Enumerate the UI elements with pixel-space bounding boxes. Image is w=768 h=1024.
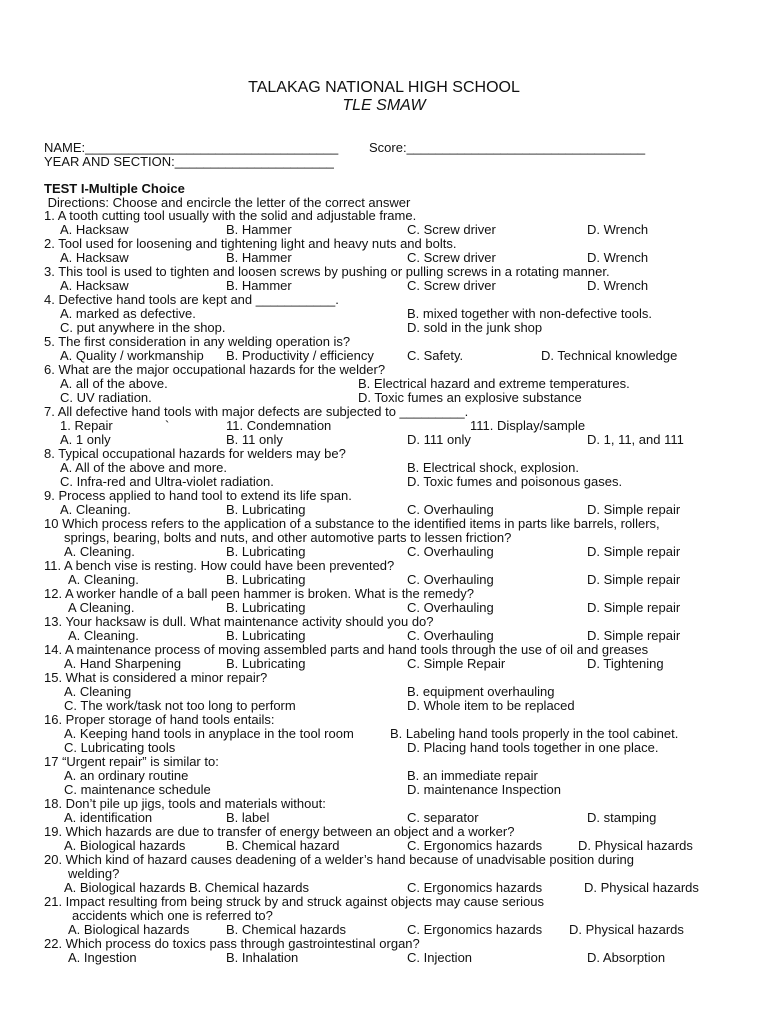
test-title: TEST I-Multiple Choice [44,181,185,196]
question-text: 19. Which hazards are due to transfer of energy between an object and a worker? [44,824,515,839]
answer-option: C. Overhauling [407,628,494,643]
question-text: 21. Impact resulting from being struck by and struck against objects may cause serious [44,894,545,909]
answer-option: C. Overhauling [407,600,494,615]
answer-option: D. Absorption [587,950,666,965]
test-directions: Directions: Choose and encircle the letter of the correct answer [44,195,411,210]
answer-option: C. Infra-red and Ultra-violet radiation. [60,474,274,489]
answer-option: D. sold in the junk shop [407,320,543,335]
answer-option: A. 1 only [60,432,111,447]
answer-option: C. maintenance schedule [64,782,211,797]
answer-option: C. Screw driver [407,278,496,293]
answer-option: D. Placing hand tools together in one place. [407,740,659,755]
answer-option: B. Electrical hazard and extreme temperatures. [358,376,630,391]
question-text: 10 Which process refers to the application of a substance to the identified items in parts like barrels, rollers, [44,516,660,531]
question-text: 17 “Urgent repair” is similar to: [44,754,219,769]
answer-option: B. label [226,810,270,825]
answer-option: D. 1, 11, and 111 [587,432,684,447]
answer-option: B. Chemical hazard [226,838,340,853]
score-field: Score:_________________________________ [369,140,646,155]
answer-option: springs, bearing, bolts and nuts, and other automotive parts to lessen friction? [64,530,512,545]
question-text: 11. A bench vise is resting. How could have been prevented? [44,558,395,573]
answer-option: B. Lubricating [226,656,306,671]
answer-option: B. Lubricating [226,600,306,615]
answer-option: A. Hand Sharpening [64,656,182,671]
school-name: TALAKAG NATIONAL HIGH SCHOOL [248,79,520,96]
answer-option: D. Wrench [587,278,649,293]
answer-option: A. Cleaning [64,684,132,699]
question-text: 18. Don’t pile up jigs, tools and materials without: [44,796,326,811]
answer-option: A. marked as defective. [60,306,196,321]
answer-option: 111. Display/sample [470,418,586,433]
answer-option: B. equipment overhauling [407,684,555,699]
question-text: 5. The first consideration in any welding operation is? [44,334,351,349]
subject-title: TLE SMAW [342,97,426,114]
answer-option: C. Screw driver [407,250,496,265]
answer-option: C. Overhauling [407,572,494,587]
question-text: 7. All defective hand tools with major defects are subjected to _________. [44,404,469,419]
answer-option: A. Cleaning. [68,572,139,587]
answer-option: C. Injection [407,950,473,965]
answer-option: D. Toxic fumes an explosive substance [358,390,582,405]
answer-option: D. stamping [587,810,657,825]
answer-option: A. Cleaning. [68,628,139,643]
question-text: 14. A maintenance process of moving assembled parts and hand tools through the use of oil and greases [44,642,649,657]
answer-option: D. Simple repair [587,628,681,643]
question-text: 2. Tool used for loosening and tightening light and heavy nuts and bolts. [44,236,457,251]
answer-option: A. Hacksaw [60,250,129,265]
question-text: 20. Which kind of hazard causes deadening of a welder’s hand because of unadvisable position during [44,852,634,867]
answer-option: D. Wrench [587,250,649,265]
answer-option: D. Simple repair [587,600,681,615]
answer-option: B. Hammer [226,278,292,293]
answer-option: B. Hammer [226,222,292,237]
answer-option: welding? [68,866,120,881]
answer-option: B. Lubricating [226,544,306,559]
answer-option: D. Simple repair [587,544,681,559]
answer-option: D. Technical knowledge [541,348,678,363]
answer-option: C. Safety. [407,348,464,363]
answer-option: B. Electrical shock, explosion. [407,460,579,475]
answer-option: C. Simple Repair [407,656,506,671]
answer-option: A. identification [64,810,153,825]
question-text: 15. What is considered a minor repair? [44,670,268,685]
answer-option: 1. Repair [60,418,113,433]
answer-option: A. Biological hazards [68,922,190,937]
answer-option: accidents which one is referred to? [72,908,273,923]
answer-option: B. Lubricating [226,628,306,643]
answer-option: D. Physical hazards [584,880,699,895]
answer-option: D. 111 only [407,432,471,447]
answer-option: C. separator [407,810,479,825]
answer-option: A. Ingestion [68,950,137,965]
answer-option: D. Wrench [587,222,649,237]
answer-option: C. Ergonomics hazards [407,922,543,937]
answer-option: C. put anywhere in the shop. [60,320,226,335]
question-text: 1. A tooth cutting tool usually with the solid and adjustable frame. [44,208,417,223]
question-text: 13. Your hacksaw is dull. What maintenance activity should you do? [44,614,434,629]
answer-option: A. an ordinary routine [64,768,189,783]
answer-option: A. Hacksaw [60,278,129,293]
answer-option: D. maintenance Inspection [407,782,561,797]
answer-option: D. Whole item to be replaced [407,698,575,713]
answer-option: D. Simple repair [587,572,681,587]
name-field: NAME:___________________________________ [44,140,339,155]
question-text: 3. This tool is used to tighten and loosen screws by pushing or pulling screws in a rotating manner. [44,264,610,279]
question-text: 8. Typical occupational hazards for welders may be? [44,446,346,461]
answer-option: A Cleaning. [68,600,135,615]
answer-option: A. Keeping hand tools in anyplace in the tool room [64,726,354,741]
answer-option: B. Labeling hand tools properly in the tool cabinet. [390,726,679,741]
answer-option: C. Screw driver [407,222,496,237]
answer-option: D. Physical hazards [569,922,684,937]
answer-option: A. Quality / workmanship [60,348,204,363]
answer-option: A. All of the above and more. [60,460,227,475]
answer-option: B. Lubricating [226,572,306,587]
answer-option: D. Toxic fumes and poisonous gases. [407,474,623,489]
question-text: 12. A worker handle of a ball peen hammer is broken. What is the remedy? [44,586,474,601]
answer-option: D. Tightening [587,656,664,671]
answer-option: B. Inhalation [226,950,299,965]
answer-option: A. Biological hazards [64,838,186,853]
answer-option: C. The work/task not too long to perform [64,698,296,713]
answer-option: 11. Condemnation [226,418,332,433]
answer-option: B. mixed together with non-defective tools. [407,306,652,321]
answer-option: C. Ergonomics hazards [407,838,543,853]
question-text: 22. Which process do toxics pass through gastrointestinal organ? [44,936,420,951]
answer-option: B. an immediate repair [407,768,538,783]
answer-option: C. Overhauling [407,502,494,517]
answer-option: A. all of the above. [60,376,168,391]
question-text: 16. Proper storage of hand tools entails: [44,712,275,727]
answer-option: B. Productivity / efficiency [226,348,374,363]
answer-option: A. Hacksaw [60,222,129,237]
answer-option: B. Lubricating [226,502,306,517]
answer-option: C. Lubricating tools [64,740,176,755]
question-text: 4. Defective hand tools are kept and ___________. [44,292,339,307]
answer-option: C. UV radiation. [60,390,152,405]
question-text: 6. What are the major occupational hazards for the welder? [44,362,386,377]
answer-option: D. Simple repair [587,502,681,517]
answer-option: A. Cleaning. [64,544,135,559]
answer-option: C. Overhauling [407,544,494,559]
answer-option: A. Cleaning. [60,502,131,517]
answer-option: D. Physical hazards [578,838,693,853]
answer-option: B. 11 only [226,432,283,447]
answer-option: B. Hammer [226,250,292,265]
answer-option: C. Ergonomics hazards [407,880,543,895]
answer-option: A. Biological hazards B. Chemical hazards [64,880,309,895]
question-text: 9. Process applied to hand tool to extend its life span. [44,488,352,503]
answer-option: B. Chemical hazards [226,922,346,937]
answer-option: ` [165,418,170,433]
year-section-field: YEAR AND SECTION:______________________ [44,154,334,169]
